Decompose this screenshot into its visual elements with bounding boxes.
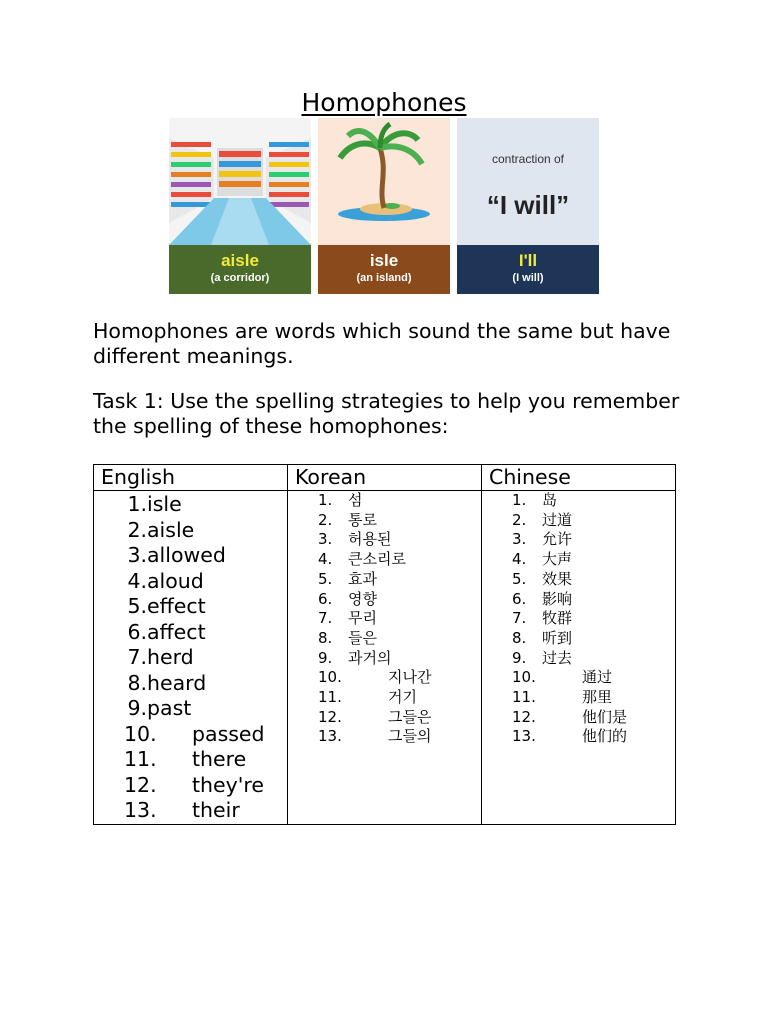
list-item-number: 13. bbox=[512, 727, 536, 746]
list-item-word: 听到 bbox=[542, 628, 573, 647]
list-item bbox=[94, 798, 287, 824]
list-item bbox=[482, 590, 675, 610]
list-item-word: herd bbox=[147, 645, 194, 669]
list-item bbox=[482, 511, 675, 531]
supermarket-aisle-illustration bbox=[169, 118, 311, 245]
list-item bbox=[288, 649, 481, 669]
list-item-number: 3. bbox=[318, 530, 333, 549]
list-item-number: 4. bbox=[512, 550, 527, 569]
list-item-word: 允许 bbox=[542, 530, 573, 549]
list-item-number: 7. bbox=[512, 609, 527, 628]
header-chinese: Chinese bbox=[482, 465, 676, 491]
ill-caption bbox=[457, 245, 599, 294]
list-item-word: there bbox=[192, 747, 247, 771]
list-item-word: 过道 bbox=[542, 510, 573, 529]
aisle-word: aisle bbox=[221, 251, 259, 270]
list-item bbox=[288, 570, 481, 590]
list-item-number: 1. bbox=[512, 491, 527, 509]
list-item-number: 10. bbox=[512, 668, 536, 687]
list-item-word: 무리 bbox=[348, 609, 377, 628]
table-body-row bbox=[94, 491, 676, 825]
list-item-number: 4. bbox=[318, 550, 333, 569]
list-item-number: 9. bbox=[512, 648, 527, 667]
list-item-number: 7. bbox=[127, 645, 147, 669]
list-item bbox=[288, 688, 481, 708]
list-item bbox=[288, 727, 481, 747]
isle-gloss: (an island) bbox=[356, 272, 412, 284]
list-item-word: passed bbox=[192, 721, 265, 746]
list-item bbox=[288, 491, 481, 511]
list-item-number: 9. bbox=[127, 696, 147, 720]
list-item-word: 허용된 bbox=[348, 530, 392, 549]
list-item-word: 큰소리로 bbox=[348, 550, 406, 569]
english-list bbox=[94, 491, 287, 824]
list-item bbox=[482, 491, 675, 511]
aisle-caption bbox=[169, 245, 311, 294]
list-item bbox=[94, 773, 287, 799]
list-item-word: heard bbox=[147, 670, 207, 695]
list-item-number: 8. bbox=[512, 628, 527, 647]
list-item-word: allowed bbox=[147, 543, 226, 567]
list-item-word: past bbox=[147, 696, 192, 720]
list-item-word: 통로 bbox=[348, 510, 377, 529]
list-item bbox=[482, 649, 675, 669]
list-item-number: 12. bbox=[512, 707, 536, 726]
list-item-word: aisle bbox=[147, 517, 195, 542]
header-korean: Korean bbox=[288, 465, 482, 491]
aisle-gloss: (a corridor) bbox=[210, 272, 270, 284]
list-item-number: 10. bbox=[318, 668, 342, 687]
list-item-word: 岛 bbox=[542, 491, 558, 509]
list-item-word: isle bbox=[147, 492, 182, 516]
list-item-word: affect bbox=[147, 619, 206, 644]
list-item-number: 2. bbox=[318, 510, 333, 529]
list-item-number: 2. bbox=[127, 517, 147, 542]
list-item bbox=[94, 594, 287, 620]
list-item-number: 8. bbox=[318, 628, 333, 647]
list-item bbox=[288, 590, 481, 610]
list-item-number: 4. bbox=[127, 568, 147, 593]
list-item-word: 大声 bbox=[542, 550, 573, 569]
list-item bbox=[94, 518, 287, 544]
list-item bbox=[288, 708, 481, 728]
list-item bbox=[288, 668, 481, 688]
list-item-number: 10. bbox=[124, 721, 157, 746]
list-item bbox=[482, 570, 675, 590]
list-item bbox=[288, 530, 481, 550]
list-item-number: 11. bbox=[512, 688, 536, 707]
list-item bbox=[94, 492, 287, 518]
list-item-word: 거기 bbox=[388, 688, 417, 707]
list-item bbox=[482, 708, 675, 728]
list-item-word: effect bbox=[147, 594, 206, 618]
list-item bbox=[288, 550, 481, 570]
korean-cell bbox=[288, 491, 482, 825]
homophones-banner-image bbox=[169, 118, 599, 294]
list-item bbox=[288, 609, 481, 629]
list-item bbox=[94, 696, 287, 722]
list-item bbox=[94, 722, 287, 748]
i-will-quote: “I will” bbox=[486, 190, 570, 220]
header-english: English bbox=[94, 465, 288, 491]
isle-panel bbox=[318, 118, 450, 294]
ill-gloss: (I will) bbox=[512, 272, 544, 284]
list-item bbox=[94, 645, 287, 671]
list-item-number: 9. bbox=[318, 648, 333, 667]
korean-list bbox=[288, 491, 481, 747]
list-item-word: 他们的 bbox=[582, 727, 628, 746]
list-item-number: 8. bbox=[127, 670, 147, 695]
list-item-number: 1. bbox=[127, 492, 147, 516]
list-item-number: 5. bbox=[512, 569, 527, 588]
list-item bbox=[482, 727, 675, 747]
list-item-number: 6. bbox=[127, 619, 147, 644]
isle-caption bbox=[318, 245, 450, 294]
list-item-word: 효과 bbox=[348, 569, 377, 588]
ill-word: I'll bbox=[518, 251, 538, 270]
list-item-number: 11. bbox=[124, 747, 157, 771]
list-item-number: 12. bbox=[124, 772, 157, 797]
list-item-number: 12. bbox=[318, 707, 342, 726]
list-item-word: 那里 bbox=[582, 688, 613, 707]
list-item-word: 牧群 bbox=[542, 609, 573, 628]
list-item bbox=[288, 511, 481, 531]
ill-panel bbox=[457, 118, 599, 294]
list-item bbox=[482, 550, 675, 570]
page-title: Homophones bbox=[301, 88, 467, 117]
list-item bbox=[482, 629, 675, 649]
list-item bbox=[288, 629, 481, 649]
table-header-row bbox=[94, 465, 676, 491]
list-item-word: 과거의 bbox=[348, 648, 392, 667]
list-item bbox=[94, 671, 287, 697]
list-item-word: their bbox=[192, 798, 240, 822]
aisle-panel bbox=[169, 118, 311, 294]
list-item-number: 13. bbox=[124, 798, 157, 822]
list-item-number: 7. bbox=[318, 609, 333, 628]
list-item bbox=[94, 620, 287, 646]
list-item-word: 通过 bbox=[582, 668, 613, 687]
list-item bbox=[94, 747, 287, 773]
isle-word: isle bbox=[369, 251, 399, 270]
list-item-number: 13. bbox=[318, 727, 342, 746]
list-item bbox=[482, 668, 675, 688]
list-item-number: 2. bbox=[512, 510, 527, 529]
list-item-word: 그들의 bbox=[388, 727, 432, 746]
list-item-word: aloud bbox=[147, 568, 204, 593]
list-item-number: 6. bbox=[512, 589, 527, 608]
contraction-label: contraction of bbox=[491, 152, 565, 166]
list-item-word: 效果 bbox=[542, 569, 573, 588]
list-item-word: 他们是 bbox=[582, 707, 628, 726]
list-item bbox=[482, 530, 675, 550]
list-item-word: 过去 bbox=[542, 648, 573, 667]
list-item-word: 지나간 bbox=[388, 668, 432, 687]
list-item-word: 영향 bbox=[348, 589, 377, 608]
list-item-word: 섬 bbox=[348, 491, 363, 509]
list-item-number: 11. bbox=[318, 688, 342, 707]
list-item bbox=[482, 609, 675, 629]
task-paragraph: Task 1: Use the spelling strategies to help you remember the spelling of these homophones: bbox=[93, 389, 680, 438]
list-item-word: 그들은 bbox=[388, 707, 432, 726]
english-cell bbox=[94, 491, 288, 825]
list-item bbox=[94, 543, 287, 569]
intro-paragraph: Homophones are words which sound the same but have different meanings. bbox=[93, 319, 671, 368]
list-item-word: they're bbox=[192, 772, 265, 797]
list-item bbox=[482, 688, 675, 708]
list-item-number: 6. bbox=[318, 589, 333, 608]
list-item-number: 3. bbox=[512, 530, 527, 549]
list-item-word: 들은 bbox=[348, 628, 377, 647]
list-item-word: 影响 bbox=[542, 589, 573, 608]
list-item-number: 5. bbox=[127, 594, 147, 618]
list-item bbox=[94, 569, 287, 595]
list-item-number: 5. bbox=[318, 569, 333, 588]
homophones-table bbox=[93, 464, 676, 825]
list-item-number: 1. bbox=[318, 491, 333, 509]
chinese-cell bbox=[482, 491, 676, 825]
list-item-number: 3. bbox=[127, 543, 147, 567]
island-palm-tree-illustration bbox=[318, 118, 450, 245]
chinese-list bbox=[482, 491, 675, 747]
